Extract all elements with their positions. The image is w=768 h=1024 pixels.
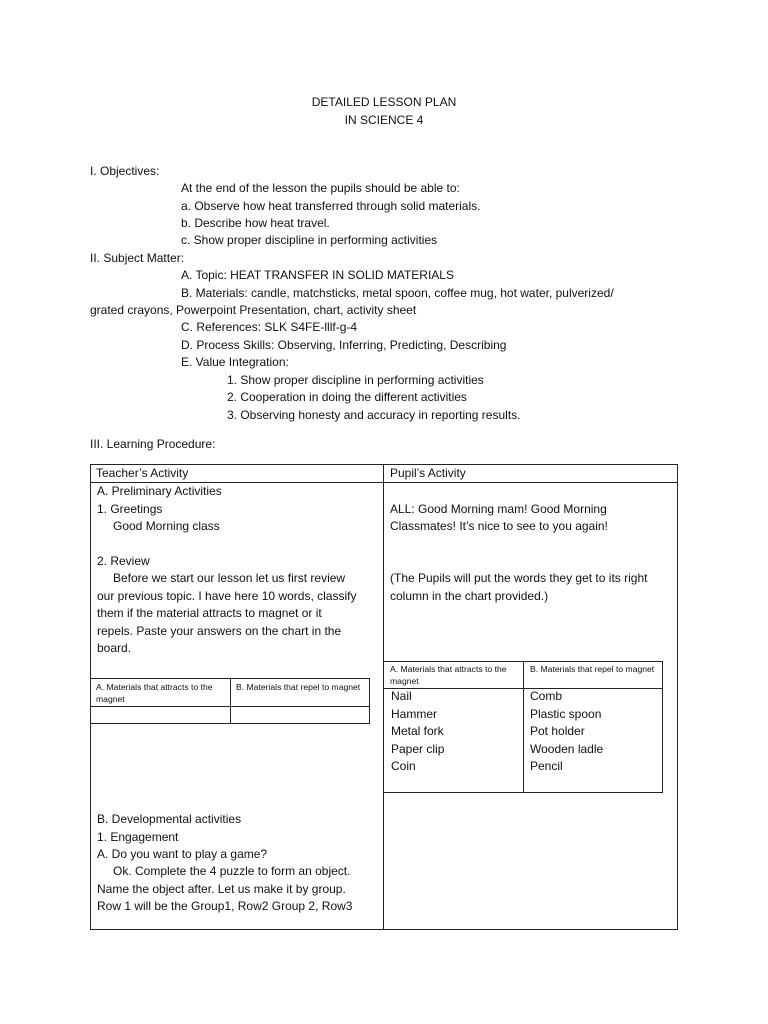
review-text: board. (97, 641, 132, 655)
attract-item: Nail (391, 689, 412, 703)
subject-value-integration: E. Value Integration: (181, 355, 289, 369)
procedure-heading: III. Learning Procedure: (90, 437, 216, 451)
repel-item: Pencil (530, 759, 563, 773)
teacher-chart-col-a: A. Materials that attracts to the magnet (96, 682, 213, 704)
value-item: 3. Observing honesty and accuracy in reporting results. (227, 408, 521, 422)
greeting-text: Good Morning class (113, 519, 220, 533)
game-instructions: Row 1 will be the Group1, Row2 Group 2, Row3 (97, 899, 353, 913)
pupil-activity-header: Pupil’s Activity (390, 466, 466, 480)
game-instructions: Ok. Complete the 4 puzzle to form an object. (113, 864, 351, 878)
attract-item: Metal fork (391, 724, 444, 738)
review-text: Before we start our lesson let us first review (113, 571, 346, 585)
value-item: 2. Cooperation in doing the different activities (227, 390, 467, 404)
repel-item: Pot holder (530, 724, 585, 738)
game-instructions: Name the object after. Let us make it by group. (97, 882, 346, 896)
objectives-intro: At the end of the lesson the pupils should be able to: (181, 181, 460, 195)
objectives-heading: I. Objectives: (90, 164, 160, 178)
pupil-greeting: ALL: Good Morning mam! Good Morning (390, 502, 607, 516)
pupil-chart-col-a: A. Materials that attracts to the magnet (390, 664, 507, 686)
pupil-note: (The Pupils will put the words they get to its right (390, 571, 648, 585)
game-question: A. Do you want to play a game? (97, 847, 268, 861)
subject-materials: B. Materials: candle, matchsticks, metal spoon, coffee mug, hot water, pulverized/ (181, 286, 614, 300)
repel-item: Plastic spoon (530, 707, 602, 721)
engagement-label: 1. Engagement (97, 830, 179, 844)
subject-references: C. References: SLK S4FE-lllf-g-4 (181, 320, 358, 334)
subject-matter-heading: II. Subject Matter: (90, 251, 185, 265)
attract-item: Coin (391, 759, 416, 773)
subject-materials-cont: grated crayons, Powerpoint Presentation, chart, activity sheet (90, 303, 417, 317)
teacher-chart-col-b: B. Materials that repel to magnet (236, 682, 361, 692)
pupil-note: column in the chart provided.) (390, 589, 549, 603)
developmental-activities: B. Developmental activities (97, 812, 242, 826)
document-subtitle: IN SCIENCE 4 (344, 113, 424, 127)
objective-item: c. Show proper discipline in performing activities (181, 233, 438, 247)
repel-item: Wooden ladle (530, 742, 604, 756)
review-label: 2. Review (97, 554, 150, 568)
review-text: repels. Paste your answers on the chart in the (97, 624, 342, 638)
pupil-chart-col-b: B. Materials that repel to magnet (530, 664, 655, 674)
subject-process-skills: D. Process Skills: Observing, Inferring, Predicting, Describing (181, 338, 507, 352)
attract-item: Paper clip (391, 742, 445, 756)
subject-topic: A. Topic: HEAT TRANSFER IN SOLID MATERIALS (181, 268, 454, 282)
objective-item: b. Describe how heat travel. (181, 216, 330, 230)
repel-item: Comb (530, 689, 563, 703)
teacher-activity-header: Teacher’s Activity (96, 466, 189, 480)
greetings-label: 1. Greetings (97, 502, 163, 516)
value-item: 1. Show proper discipline in performing activities (227, 373, 484, 387)
review-text: our previous topic. I have here 10 words, classify (97, 589, 357, 603)
preliminary-activities: A. Preliminary Activities (97, 484, 222, 498)
pupil-greeting: Classmates! It’s nice to see to you again! (390, 519, 608, 533)
document-title: DETAILED LESSON PLAN (311, 95, 457, 109)
attract-item: Hammer (391, 707, 438, 721)
review-text: them if the material attracts to magnet or it (97, 606, 322, 620)
objective-item: a. Observe how heat transferred through solid materials. (181, 199, 481, 213)
